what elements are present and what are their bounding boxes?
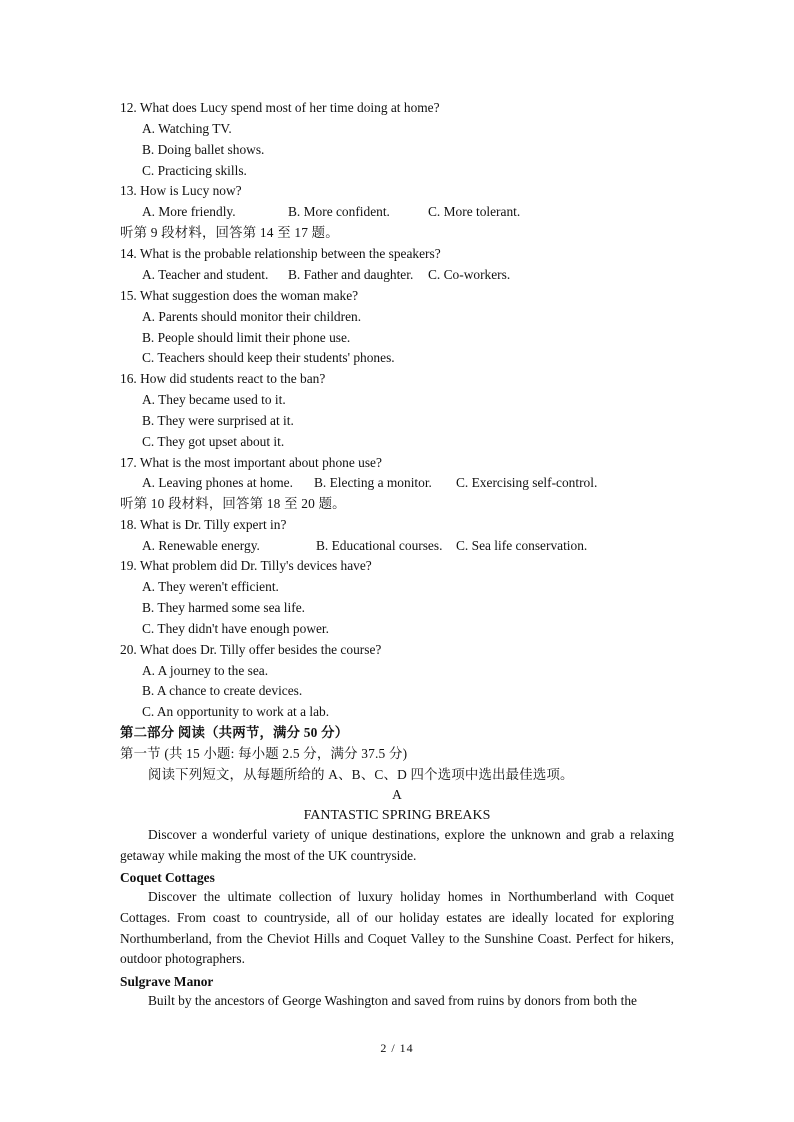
question-14-stem: 14. What is the probable relationship between the speakers? [120, 246, 441, 261]
sulgrave-manor-body: Built by the ancestors of George Washington and saved from ruins by donors from both the [148, 993, 637, 1008]
question-19-option-c: C. They didn't have enough power. [142, 621, 329, 636]
question-17-option-c: C. Exercising self-control. [456, 475, 598, 490]
page-number: 2 / 14 [380, 1041, 414, 1055]
question-15-option-b: B. People should limit their phone use. [142, 330, 351, 345]
question-17-stem: 17. What is the most important about phone use? [120, 455, 382, 470]
question-12-stem: 12. What does Lucy spend most of her time doing at home? [120, 100, 440, 115]
sulgrave-manor-heading: Sulgrave Manor [120, 974, 214, 989]
question-12-option-b: B. Doing ballet shows. [142, 142, 265, 157]
listening-instruction-10: 听第 10 段材料，回答第 18 至 20 题。 [120, 496, 346, 511]
question-13-option-b: B. More confident. [288, 204, 390, 219]
reading-instruction: 阅读下列短文，从每题所给的 A、B、C、D 四个选项中选出最佳选项。 [148, 767, 574, 782]
question-18-option-c: C. Sea life conservation. [456, 538, 588, 553]
question-16-stem: 16. How did students react to the ban? [120, 371, 326, 386]
question-19-option-b: B. They harmed some sea life. [142, 600, 305, 615]
question-20-option-a: A. A journey to the sea. [142, 663, 269, 678]
question-17-option-a: A. Leaving phones at home. [142, 475, 293, 490]
question-18-stem: 18. What is Dr. Tilly expert in? [120, 517, 287, 532]
passage-title: FANTASTIC SPRING BREAKS [303, 808, 491, 823]
question-14-option-c: C. Co-workers. [428, 267, 511, 282]
question-12-option-c: C. Practicing skills. [142, 163, 247, 178]
question-13-option-c: C. More tolerant. [428, 204, 521, 219]
question-15-option-a: A. Parents should monitor their children. [142, 309, 362, 324]
question-19-option-a: A. They weren't efficient. [142, 579, 279, 594]
question-20-option-c: C. An opportunity to work at a lab. [142, 704, 330, 719]
question-12-option-a: A. Watching TV. [142, 121, 232, 136]
question-14-option-b: B. Father and daughter. [288, 267, 414, 282]
question-16-option-a: A. They became used to it. [142, 392, 286, 407]
coquet-cottages-heading: Coquet Cottages [120, 870, 215, 885]
question-18-option-a: A. Renewable energy. [142, 538, 260, 553]
question-15-stem: 15. What suggestion does the woman make? [120, 288, 359, 303]
question-16-option-b: B. They were surprised at it. [142, 413, 294, 428]
question-19-stem: 19. What problem did Dr. Tilly's devices have? [120, 558, 372, 573]
question-13-option-a: A. More friendly. [142, 204, 236, 219]
passage-intro: Discover a wonderful variety of unique destinations, explore the unknown and grab a relaxing getaway while making the most of the UK countryside. [120, 827, 674, 863]
question-20-option-b: B. A chance to create devices. [142, 683, 303, 698]
listening-instruction-9: 听第 9 段材料，回答第 14 至 17 题。 [120, 225, 339, 240]
question-17-option-b: B. Electing a monitor. [314, 475, 432, 490]
question-20-stem: 20. What does Dr. Tilly offer besides the course? [120, 642, 382, 657]
question-18-option-b: B. Educational courses. [316, 538, 443, 553]
question-16-option-c: C. They got upset about it. [142, 434, 285, 449]
coquet-cottages-body: Discover the ultimate collection of luxury holiday homes in Northumberland with Coquet Cottages. From coast to countryside, all of our holiday estates are ideally located for exploring Northumberland, from the Cheviot Hills and Coquet Valley to the Sunshine Coast. Perfect for hikers, outdoor photographers. [120, 889, 674, 967]
question-14-option-a: A. Teacher and student. [142, 267, 269, 282]
question-15-option-c: C. Teachers should keep their students' phones. [142, 350, 395, 365]
passage-letter: A [392, 787, 402, 802]
question-13-stem: 13. How is Lucy now? [120, 183, 242, 198]
part-two-heading: 第二部分 阅读（共两节，满分 50 分） [120, 725, 349, 740]
section-one-heading: 第一节 (共 15 小题: 每小题 2.5 分，满分 37.5 分) [120, 746, 408, 761]
